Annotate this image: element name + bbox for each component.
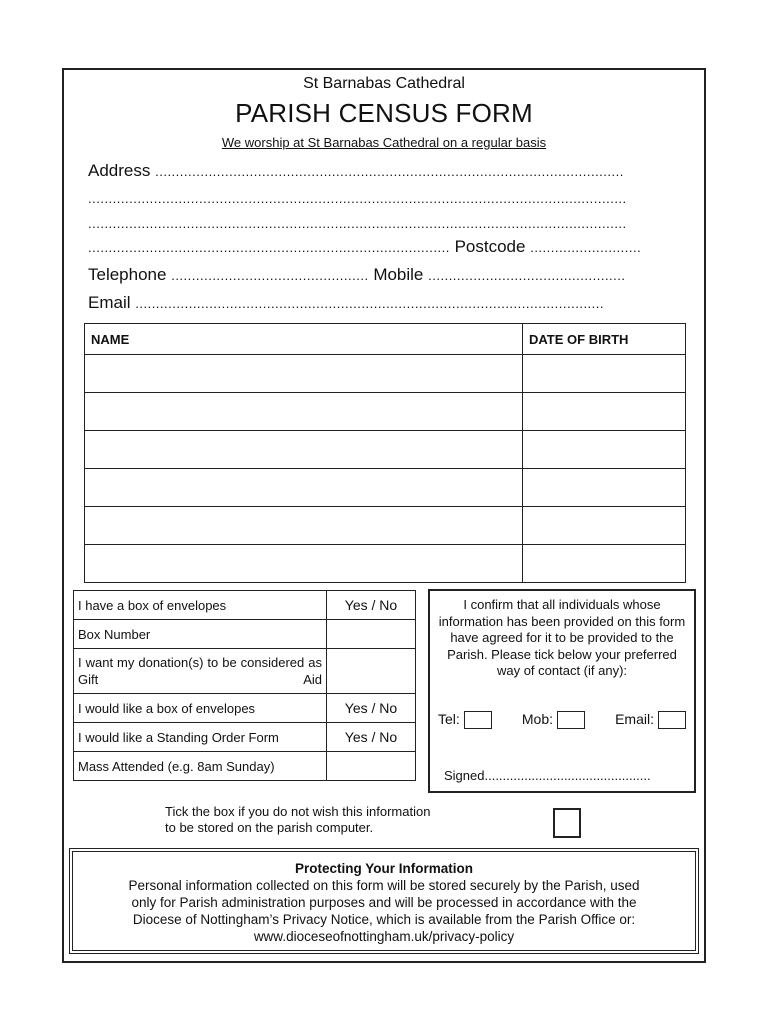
table-row (85, 469, 686, 507)
mass-attended-field[interactable] (327, 752, 416, 781)
options-table (73, 590, 416, 781)
envelopes-have-yes-no[interactable]: Yes / No (327, 591, 416, 620)
dob-cell[interactable] (523, 469, 686, 507)
gift-aid-field[interactable] (327, 649, 416, 694)
privacy-line: Diocese of Nottingham’s Privacy Notice, which is available from the Parish Office or: (132, 912, 636, 927)
form-title: PARISH CENSUS FORM (235, 98, 533, 128)
envelopes-want-label: I would like a box of envelopes (74, 694, 327, 723)
envelopes-want-yes-no[interactable]: Yes / No (327, 694, 416, 723)
email-checkbox[interactable] (658, 711, 686, 729)
mob-checkbox[interactable] (557, 711, 585, 729)
envelopes-want-row (74, 694, 416, 723)
table-row (85, 393, 686, 431)
standing-order-row (74, 723, 416, 752)
name-cell[interactable] (85, 507, 523, 545)
table-row (85, 507, 686, 545)
names-table-header (85, 324, 686, 355)
name-cell[interactable] (85, 469, 523, 507)
table-row (85, 545, 686, 583)
worship-statement: We worship at St Barnabas Cathedral on a regular basis (221, 135, 547, 150)
mobile-label: Mobile (373, 265, 424, 284)
table-row (85, 355, 686, 393)
address-line-3[interactable]: ................................................................................................................................... (88, 216, 627, 231)
standing-order-label: I would like a Standing Order Form (74, 723, 327, 752)
box-number-row (74, 620, 416, 649)
privacy-url: www.dioceseofnottingham.uk/privacy-policy (253, 929, 515, 944)
address-line-2[interactable]: ................................................................................................................................... (88, 191, 627, 206)
email-option: Email: (615, 711, 686, 729)
dob-cell[interactable] (523, 507, 686, 545)
dob-cell[interactable] (523, 431, 686, 469)
email-line[interactable]: Email .................................................................................................................. (88, 293, 604, 312)
telephone-mobile-line[interactable]: Telephone ................................................ Mobile ................................................ (88, 265, 626, 284)
opt-out-text: Tick the box if you do not wish this information to be stored on the parish computer. (165, 804, 431, 835)
envelopes-have-label: I have a box of envelopes (74, 591, 327, 620)
name-cell[interactable] (85, 355, 523, 393)
privacy-line: Personal information collected on this form will be stored securely by the Parish, used (128, 878, 640, 893)
dob-cell[interactable] (523, 393, 686, 431)
dob-cell[interactable] (523, 545, 686, 583)
dob-cell[interactable] (523, 355, 686, 393)
mob-option: Mob: (522, 711, 585, 729)
address-postcode-line[interactable]: ........................................................................................ Postcode ........................... (88, 237, 642, 256)
name-cell[interactable] (85, 431, 523, 469)
name-cell[interactable] (85, 545, 523, 583)
telephone-label: Telephone (88, 265, 167, 284)
table-row (85, 431, 686, 469)
email-label: Email (88, 293, 131, 312)
gift-aid-label: I want my donation(s) to be considered as Gift Aid (74, 649, 327, 694)
signature-line[interactable]: Signed.............................................. (444, 768, 651, 783)
envelopes-have-row (74, 591, 416, 620)
box-number-label: Box Number (74, 620, 327, 649)
address-line-1[interactable]: Address .................................................................................................................. (88, 161, 624, 180)
name-cell[interactable] (85, 393, 523, 431)
address-label: Address (88, 161, 151, 180)
names-table (84, 323, 686, 583)
gift-aid-row (74, 649, 416, 694)
postcode-label: Postcode (454, 237, 526, 256)
box-number-field[interactable] (327, 620, 416, 649)
consent-box (428, 589, 696, 793)
name-column-header: NAME (85, 324, 523, 355)
privacy-notice (69, 848, 699, 954)
tel-checkbox[interactable] (464, 711, 492, 729)
standing-order-yes-no[interactable]: Yes / No (327, 723, 416, 752)
consent-text: I confirm that all individuals whose information has been provided on this form have agreed for it to be provided to the Parish. Please tick below your preferred way of contact (if any): (438, 597, 686, 678)
privacy-line: only for Parish administration purposes and will be processed in accordance with the (131, 895, 637, 910)
tel-option: Tel: (438, 711, 492, 729)
church-name: St Barnabas Cathedral (303, 75, 465, 92)
dob-column-header: DATE OF BIRTH (523, 324, 686, 355)
privacy-heading: Protecting Your Information (294, 861, 473, 876)
contact-preference (438, 711, 686, 729)
mass-attended-label: Mass Attended (e.g. 8am Sunday) (74, 752, 327, 781)
mass-attended-row (74, 752, 416, 781)
opt-out-checkbox[interactable] (553, 808, 581, 838)
